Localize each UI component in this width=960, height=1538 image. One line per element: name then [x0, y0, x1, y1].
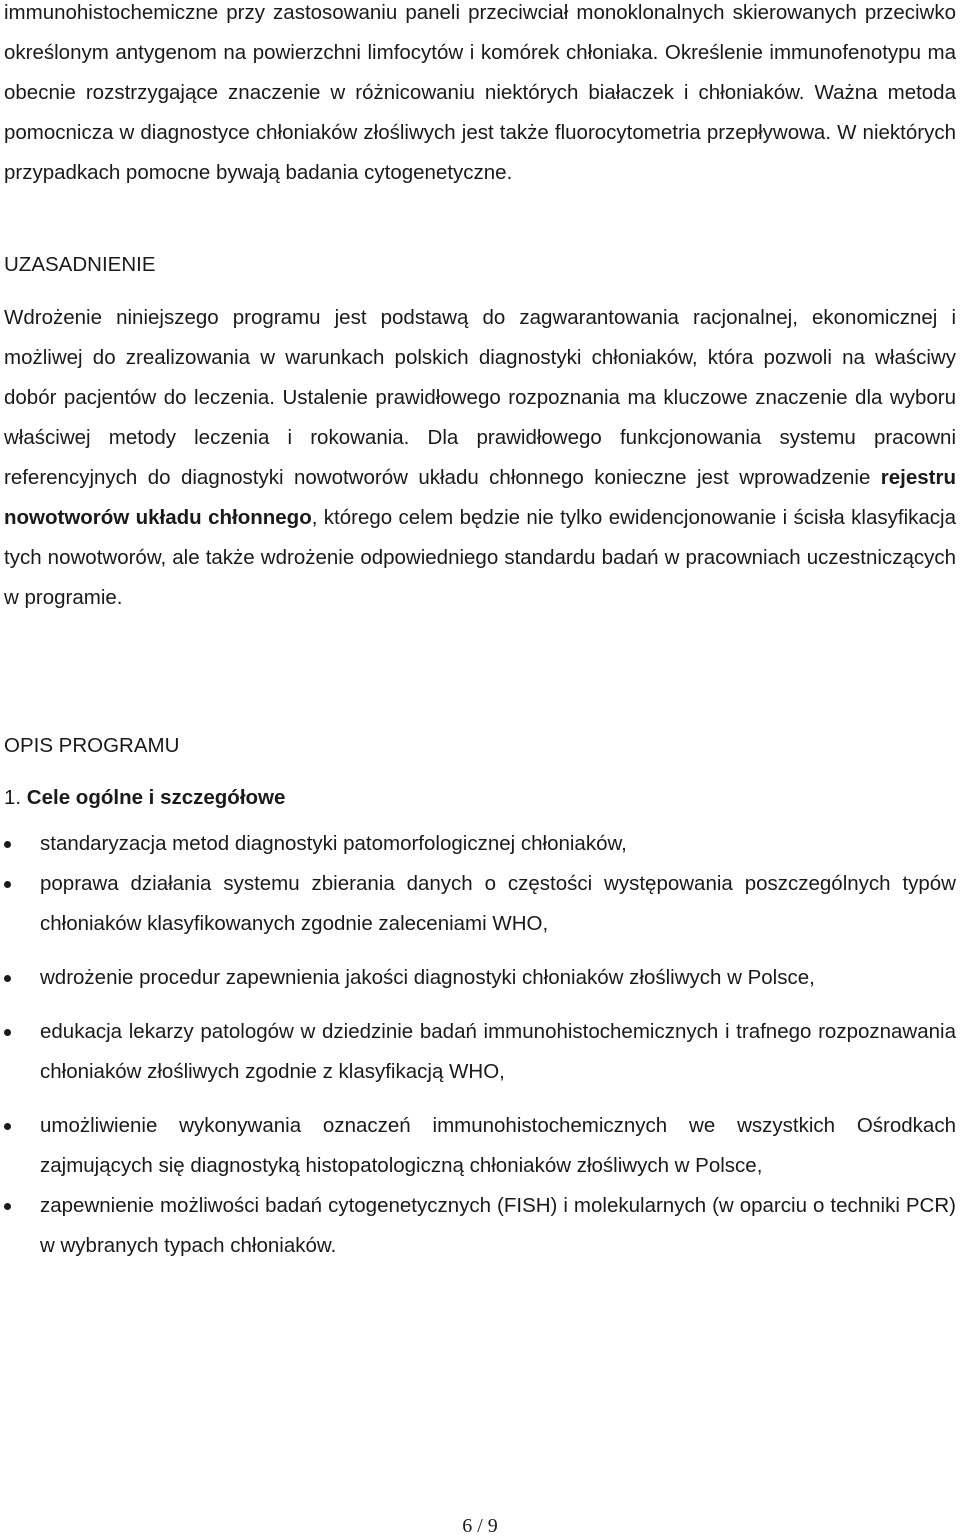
page-number: 6 / 9 [462, 1515, 498, 1537]
bullet-icon [4, 841, 11, 848]
goals-subheading [4, 778, 956, 818]
list-item [4, 824, 956, 864]
list-item [4, 1186, 956, 1266]
list-item-text: standaryzacja metod diagnostyki patomorfologicznej chłoniaków, [40, 832, 627, 855]
bullet-icon [4, 1203, 11, 1210]
list-item [4, 1012, 956, 1092]
list-item [4, 1106, 956, 1186]
bullet-icon [4, 975, 11, 982]
opis-programu-heading: OPIS PROGRAMU [4, 734, 180, 757]
bullet-icon [4, 1123, 11, 1130]
list-item-text: wdrożenie procedur zapewnienia jakości diagnostyki chłoniaków złośliwych w Polsce, [40, 966, 815, 989]
list-item-text: edukacja lekarzy patologów w dziedzinie badań immunohistochemicznych i trafnego rozpoznawania chłoniaków złośliwych zgodnie z klasyfikacją WHO, [40, 1020, 956, 1083]
list-item-text: poprawa działania systemu zbierania danych o częstości występowania poszczególnych typów chłoniaków klasyfikowanych zgodnie zaleceniami WHO, [40, 872, 956, 935]
list-item-text: zapewnienie możliwości badań cytogenetycznych (FISH) i molekularnych (w oparciu o techniki PCR) w wybranych typach chłoniaków. [40, 1194, 956, 1257]
registry-bold-text: rejestru nowotworów układu chłonnego [4, 466, 956, 529]
list-item-text: umożliwienie wykonywania oznaczeń immunohistochemicznych we wszystkich Ośrodkach zajmujących się diagnostyką histopatologiczną chłoniaków złośliwych w Polsce, [40, 1114, 956, 1177]
intro-paragraph: immunohistochemiczne przy zastosowaniu paneli przeciwciał monoklonalnych skierowanych przeciwko określonym antygenom na powierzchni limfocytów i komórek chłoniaka. Określenie immunofenotypu ma obecnie rozstrzygające znaczenie w różnicowaniu niektórych białaczek i chłoniaków. Ważna metoda pomocnicza w diagnostyce chłoniaków złośliwych jest także fluorocytometria przepływowa. W niektórych przypadkach pomocne bywają badania cytogenetyczne. [4, 1, 956, 184]
goals-list [4, 824, 956, 1266]
list-item [4, 864, 956, 944]
list-item [4, 958, 956, 998]
uzasadnienie-paragraph [4, 298, 956, 618]
uzasadnienie-text-start: Wdrożenie niniejszego programu jest podstawą do zagwarantowania racjonalnej, ekonomicznej i możliwej do zrealizowania w warunkach polskich diagnostyki chłoniaków, która pozwoli na właściwy dobór pacjentów do leczenia. Ustalenie prawidłowego rozpoznania ma kluczowe znaczenie dla wyboru właściwej metody leczenia i rokowania. Dla prawidłowego funkcjonowania systemu pracowni referencyjnych do diagnostyki nowotworów układu chłonnego konieczne jest wprowadzenie [4, 306, 956, 489]
uzasadnienie-text-end: , którego celem będzie nie tylko ewidencjonowanie i ścisła klasyfikacja tych nowotworów, ale także wdrożenie odpowiedniego standardu badań w pracowniach uczestniczących w programie. [4, 506, 956, 609]
bullet-icon [4, 881, 11, 888]
goals-subheading-number: 1. [4, 786, 22, 809]
goals-subheading-text: Cele ogólne i szczegółowe [21, 786, 286, 809]
uzasadnienie-heading: UZASADNIENIE [4, 253, 156, 276]
document-page [4, 0, 956, 1266]
bullet-icon [4, 1029, 11, 1036]
